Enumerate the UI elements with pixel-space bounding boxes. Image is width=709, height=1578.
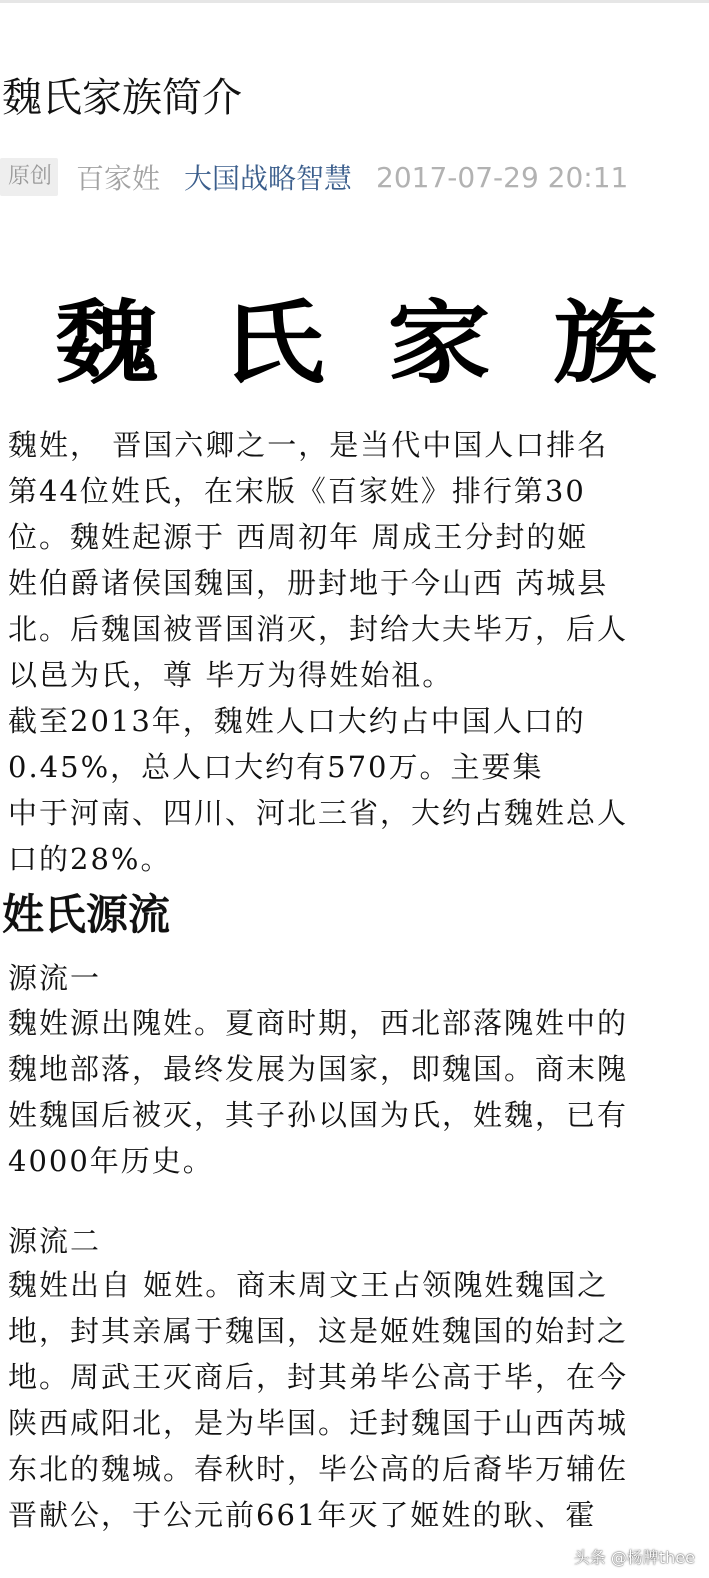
article-meta xyxy=(0,152,628,202)
intro-line: 口的28%。 xyxy=(8,842,172,876)
category-label: 百家姓 xyxy=(76,162,161,195)
source1-line: 魏姓源出隗姓。夏商时期，西北部落隗姓中的 xyxy=(8,1006,629,1040)
intro-line: 魏姓， 晋国六卿之一，是当代中国人口排名 xyxy=(8,428,609,462)
original-badge: 原创 xyxy=(0,158,58,196)
intro-line: 中于河南、四川、河北三省，大约占魏姓总人 xyxy=(8,796,629,830)
source1-paragraph xyxy=(8,1000,698,1184)
source1-line: 姓魏国后被灭，其子孙以国为氏，姓魏，已有 xyxy=(8,1098,629,1132)
banner-char: 家 xyxy=(387,290,491,396)
source1-line: 魏地部落，最终发展为国家，即魏国。商末隗 xyxy=(8,1052,629,1086)
intro-line: 以邑为氏，尊 毕万为得姓始祖。 xyxy=(8,658,454,692)
intro-line: 北。后魏国被晋国消灭，封给大夫毕万，后人 xyxy=(8,612,629,646)
section-heading: 姓氏源流 xyxy=(2,890,171,939)
source2-line: 晋献公，于公元前661年灭了姬姓的耿、霍 xyxy=(8,1498,597,1532)
author-link[interactable]: 大国战略智慧 xyxy=(184,162,353,195)
banner-char: 氏 xyxy=(221,290,325,396)
source2-line: 地，封其亲属于魏国，这是姬姓魏国的始封之 xyxy=(8,1314,629,1348)
source2-line: 东北的魏城。春秋时，毕公高的后裔毕万辅佐 xyxy=(8,1452,629,1486)
watermark: 头条 @杨牌thee xyxy=(573,1548,695,1567)
article-title: 魏氏家族简介 xyxy=(2,75,242,121)
intro-paragraph xyxy=(8,422,698,882)
source2-line: 陕西咸阳北，是为毕国。迁封魏国于山西芮城 xyxy=(8,1406,629,1440)
source1-line: 4000年历史。 xyxy=(8,1144,214,1178)
banner-image xyxy=(32,280,680,396)
publish-datetime: 2017-07-29 20:11 xyxy=(376,160,629,194)
source2-line: 魏姓出自 姬姓。商末周文王占领隗姓魏国之 xyxy=(8,1268,609,1302)
source2-paragraph xyxy=(8,1262,698,1538)
source2-line: 地。周武王灭商后，封其弟毕公高于毕，在今 xyxy=(8,1360,629,1394)
banner-char: 魏 xyxy=(55,290,159,396)
banner-char: 族 xyxy=(553,290,657,396)
intro-line: 0.45%，总人口大约有570万。主要集 xyxy=(8,750,544,784)
top-divider xyxy=(0,0,709,3)
source2-label: 源流二 xyxy=(8,1224,102,1258)
source1-label: 源流一 xyxy=(8,961,102,995)
intro-line: 姓伯爵诸侯国魏国，册封地于今山西 芮城县 xyxy=(8,566,609,600)
intro-line: 截至2013年，魏姓人口大约占中国人口的 xyxy=(8,704,586,738)
intro-line: 第44位姓氏，在宋版《百家姓》排行第30 xyxy=(8,474,586,508)
intro-line: 位。魏姓起源于 西周初年 周成王分封的姬 xyxy=(8,520,589,554)
